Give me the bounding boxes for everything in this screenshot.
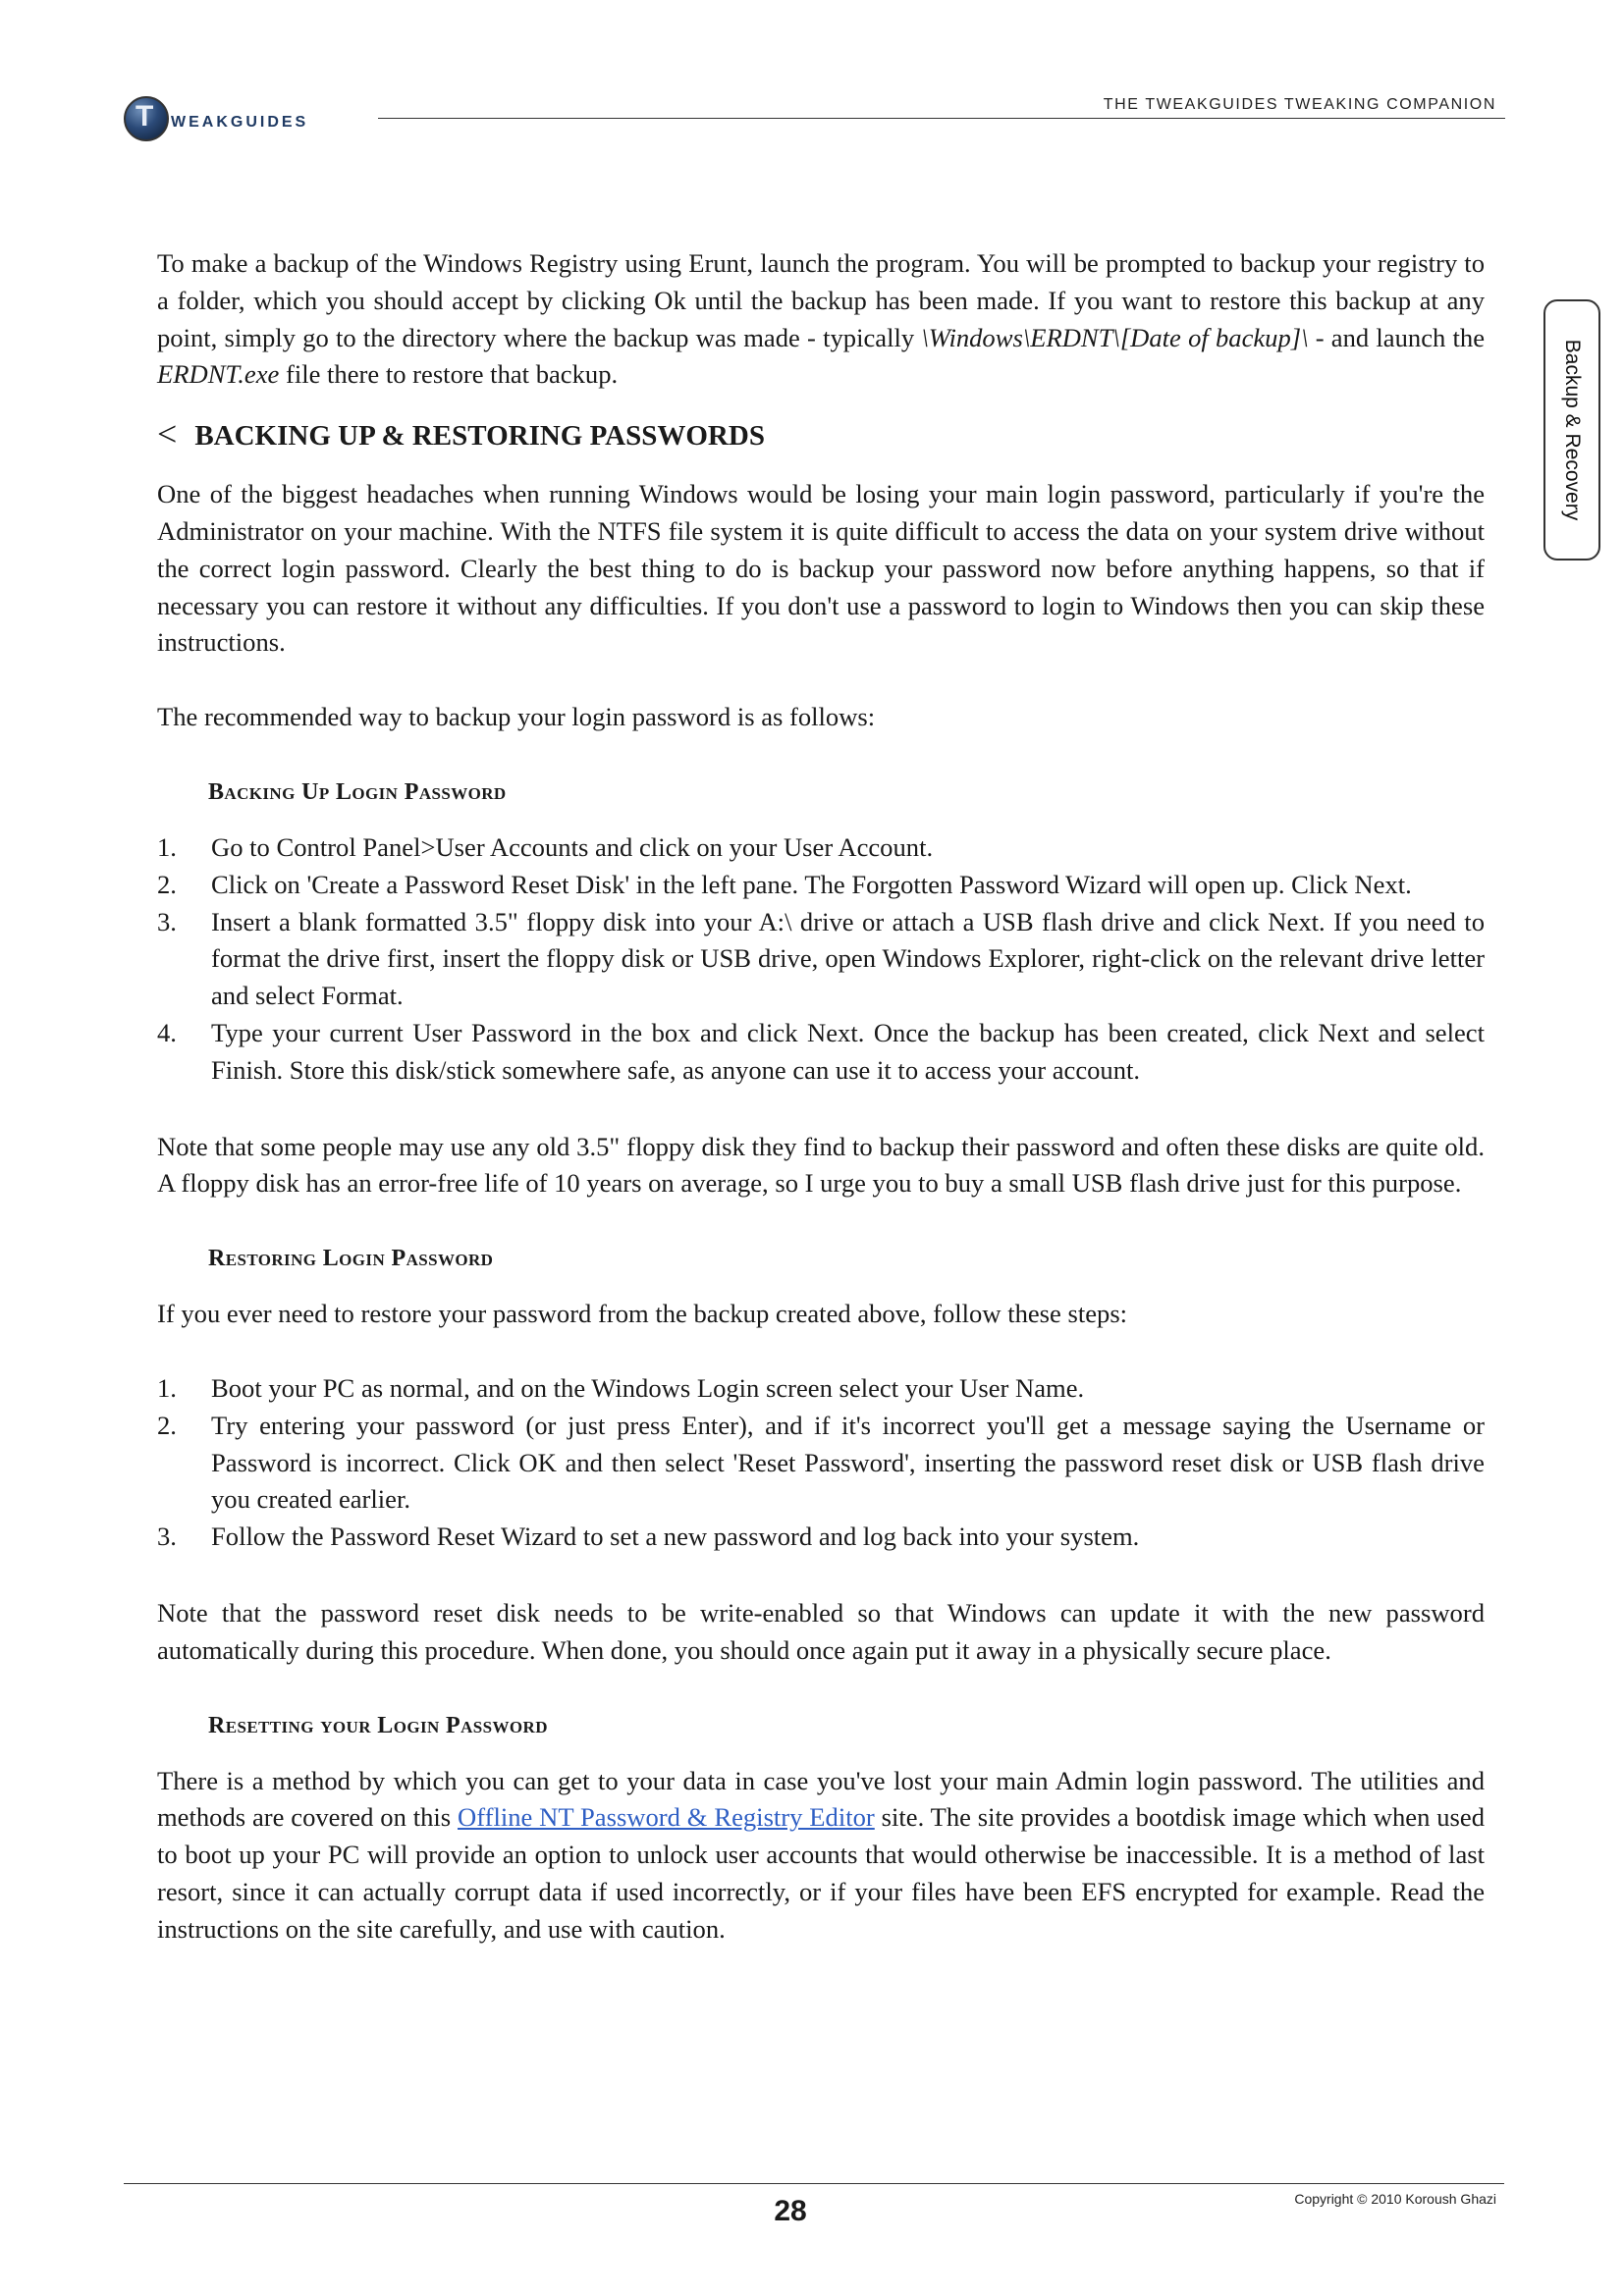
restore-intro-paragraph: If you ever need to restore your password from the backup created above, follow these steps: bbox=[157, 1299, 1128, 1329]
backup-subheading: Backing Up Login Password bbox=[208, 778, 507, 805]
list-item bbox=[157, 1519, 1485, 1556]
side-chapter-tab bbox=[1543, 299, 1600, 561]
list-item bbox=[157, 867, 1485, 904]
step-number: 1. bbox=[157, 831, 177, 862]
section-heading-text: BACKING UP & RESTORING PASSWORDS bbox=[194, 420, 765, 453]
list-item bbox=[157, 829, 1485, 867]
logo-globe-icon bbox=[124, 96, 169, 141]
logo-letter: T bbox=[135, 100, 154, 133]
step-text: Type your current User Password in the box and click Next. Once the backup has been created, click Next and select Finish. Store this disk/stick somewhere safe, as anyone can use it to access your account. bbox=[211, 1017, 1485, 1085]
step-number: 4. bbox=[157, 1017, 177, 1047]
restore-subheading: Restoring Login Password bbox=[208, 1246, 494, 1272]
step-text: Go to Control Panel>User Accounts and click on your User Account. bbox=[211, 831, 934, 862]
intro-paragraph bbox=[157, 245, 1485, 394]
list-item bbox=[157, 1408, 1485, 1519]
header-divider bbox=[378, 118, 1505, 119]
step-text: Boot your PC as normal, and on the Windows Login screen select your User Name. bbox=[211, 1372, 1085, 1403]
step-number: 2. bbox=[157, 1410, 177, 1440]
step-number: 3. bbox=[157, 1522, 177, 1552]
step-number: 2. bbox=[157, 869, 177, 899]
resetting-subheading: Resetting your Login Password bbox=[208, 1712, 548, 1738]
resetting-text-a: There is a method by which you can get to your data in case you've lost your main Admin login password. The utilities and methods are covered on this bbox=[157, 1765, 1485, 1833]
reset-disk-note-paragraph: Note that the password reset disk needs to be write-enabled so that Windows can update it with the new password automatically during this procedure. When done, you should once again put it away in a physically secure place. bbox=[157, 1597, 1485, 1665]
step-text: Insert a blank formatted 3.5" floppy disk into your A:\ drive or attach a USB flash drive and click Next. If you need to format the drive first, insert the floppy disk or USB drive, open Windows Explorer, right-click on the relevant drive letter and select Format. bbox=[211, 906, 1485, 1011]
restore-steps-list bbox=[157, 1370, 1485, 1556]
floppy-note-paragraph: Note that some people may use any old 3.5" floppy disk they find to backup their password and often these disks are quite old. A floppy disk has an error-free life of 10 years on average, so I urge you to buy a small USB flash drive just for this purpose. bbox=[157, 1131, 1485, 1199]
step-text: Follow the Password Reset Wizard to set a new password and log back into your system. bbox=[211, 1522, 1140, 1552]
step-text: Try entering your password (or just press Enter), and if it's incorrect you'll get a message saying the Username or Password is incorrect. Click OK and then select 'Reset Password', inserting the password reset disk or USB flash drive you created earlier. bbox=[211, 1410, 1485, 1515]
page-number: 28 bbox=[774, 2195, 807, 2227]
copyright-text: Copyright © 2010 Koroush Ghazi bbox=[1294, 2191, 1496, 2207]
list-item bbox=[157, 1015, 1485, 1090]
list-item bbox=[157, 904, 1485, 1015]
step-number: 3. bbox=[157, 906, 177, 936]
intro-text-c: file there to restore that backup. bbox=[279, 359, 619, 390]
step-text: Click on 'Create a Password Reset Disk' in the left pane. The Forgotten Password Wizard will open up. Click Next. bbox=[211, 869, 1412, 899]
section-chevron-icon: < bbox=[157, 414, 178, 454]
resetting-text-b: site. The site provides a bootdisk image which when used to boot up your PC will provide an option to unlock user accounts that would otherwise be inaccessible. It is a method of last resort, since it can actually corrupt data if used incorrectly, or if your files have been EFS encrypted for example. Read the instructions on the site carefully, and use with caution. bbox=[157, 1802, 1485, 1944]
step-number: 1. bbox=[157, 1372, 177, 1403]
backup-steps-list bbox=[157, 829, 1485, 1090]
intro-path: \Windows\ERDNT\[Date of backup]\ bbox=[921, 322, 1309, 352]
intro-filename: ERDNT.exe bbox=[157, 359, 280, 390]
intro-text-b: - and launch the bbox=[1308, 322, 1486, 352]
intro-text-a: To make a backup of the Windows Registry using Erunt, launch the program. You will be prompted to backup your registry to a folder, which you should accept by clicking Ok until the backup has been made. If you want to restore this backup at any point, simply go to the directory where the backup was made - typically bbox=[157, 248, 1485, 352]
passwords-paragraph: One of the biggest headaches when running Windows would be losing your main login password, particularly if you're the Administrator on your machine. With the NTFS file system it is quite difficult to access the data on your system drive without the correct login password. Clearly the best thing to do is backup your password now before anything happens, so that if necessary you can restore it without any difficulties. If you don't use a password to login to Windows then you can skip these instructions. bbox=[157, 479, 1485, 658]
logo-text: WEAKGUIDES bbox=[171, 114, 309, 131]
offline-nt-password-link[interactable]: Offline NT Password & Registry Editor bbox=[458, 1802, 875, 1833]
tweakguides-logo bbox=[124, 96, 359, 141]
resetting-paragraph bbox=[157, 1763, 1485, 1949]
footer-divider bbox=[124, 2183, 1504, 2184]
recommended-paragraph: The recommended way to backup your login password is as follows: bbox=[157, 702, 876, 732]
page-content bbox=[157, 245, 1485, 1949]
side-chapter-tab-label: Backup & Recovery bbox=[1561, 339, 1584, 521]
section-heading bbox=[157, 414, 1485, 454]
header-title: THE TWEAKGUIDES TWEAKING COMPANION bbox=[1103, 96, 1496, 113]
list-item bbox=[157, 1370, 1485, 1408]
